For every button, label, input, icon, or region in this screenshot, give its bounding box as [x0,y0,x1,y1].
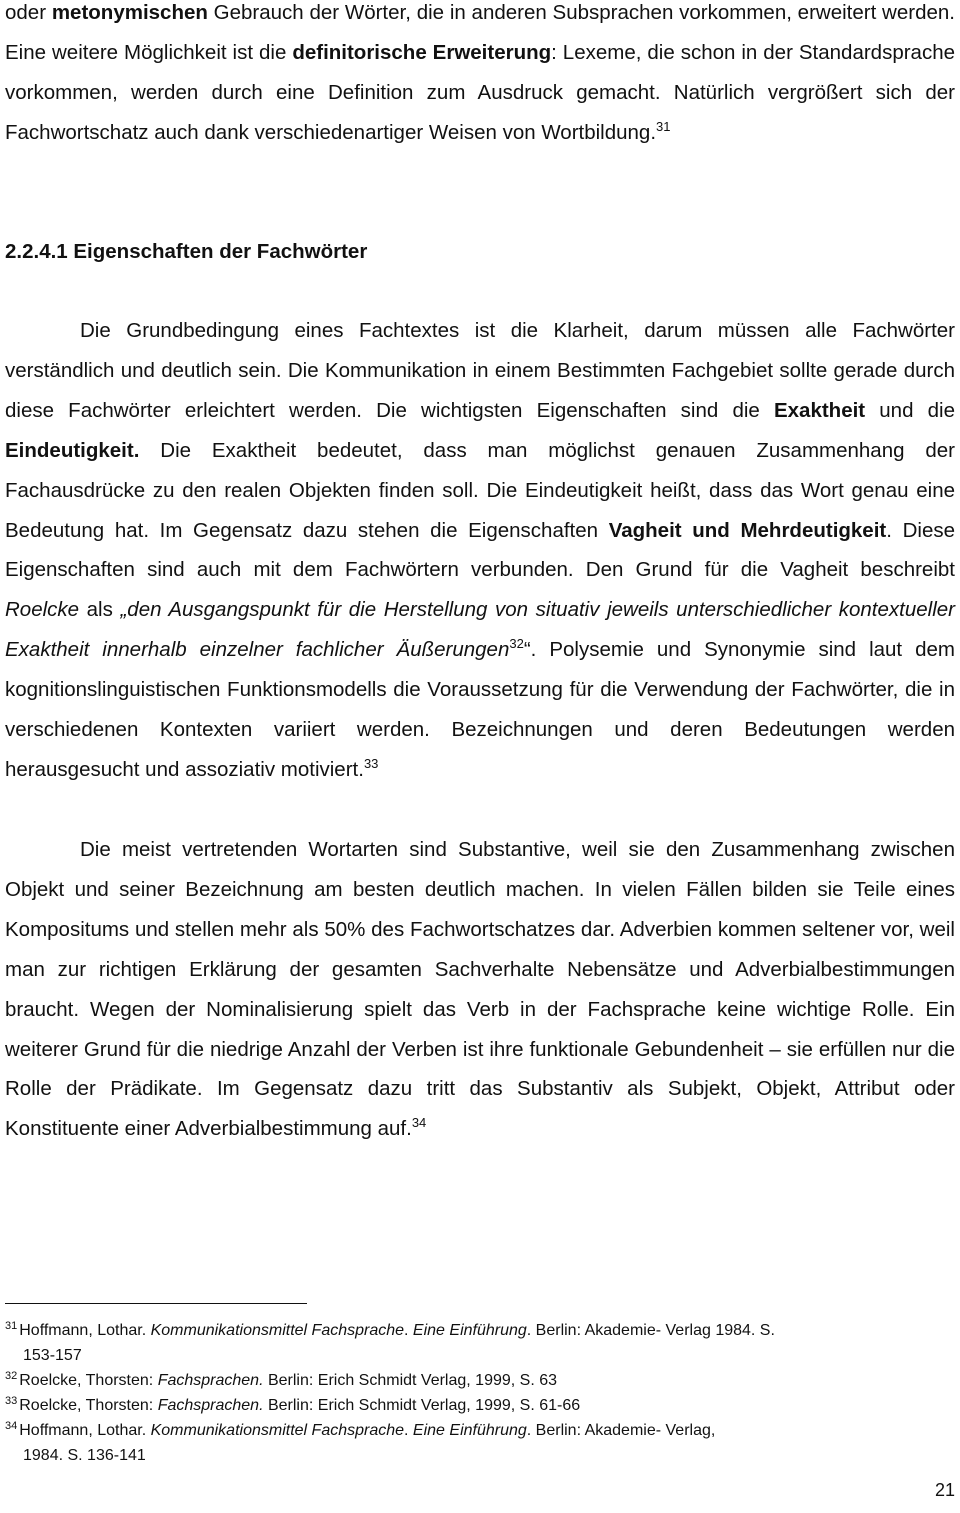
footnote-title: Kommunikationsmittel Fachsprache [150,1322,405,1339]
footnote-text: Roelcke, Thorsten: [19,1372,158,1389]
section-heading: 2.2.4.1 Eigenschaften der Fachwörter [5,240,368,263]
paragraph-2 [5,311,955,790]
text-run: . Diese Eigenschaften sind auch mit dem Fachwörtern verbunden. Den Grund für die Vagheit beschreibt [5,518,955,582]
bold-term-vagheit-mehrdeutigkeit: Vagheit und Mehrdeutigkeit [608,518,887,542]
footnote-text: . [404,1422,413,1439]
page-number: 21 [934,1480,955,1500]
footnote-text: Berlin: Erich Schmidt Verlag, 1999, S. 63 [263,1372,558,1389]
footnote-title: Fachsprachen. [157,1372,264,1389]
footnote-subtitle: Eine Einführung [412,1422,527,1439]
paragraph-3 [5,830,955,1149]
text-run: Die meist vertretenden Wortarten sind Substantive, weil sie den Zusammenhang zwischen Objekt und seiner Bezeichnung am besten deutlich machen. In vielen Fällen bilden sie Teile eines Kompositums und stellen mehr als 50% des Fachwortschatzes dar. Adverbien kommen seltener vor, weil man zur richtigen Erklärung der gesamten Sachverhalte Nebensätze und Adverbialbestimmungen braucht. Wegen der Nominalisierung spielt das Verb in der Fachsprache keine wichtige Rolle. Ein weiterer Grund für die niedrige Anzahl der Verben ist ihre funktionale Gebundenheit – sie erfüllen nur die Rolle der Prädikate. Im Gegensatz dazu tritt das Substantiv als Subjekt, Objekt, Attribut oder Konstituente einer Adverbialbestimmung auf. [5,838,955,1141]
text-run: Gebrauch der Wörter, die in anderen Subsprachen vorkommen, erweitert werden. Eine weitere Möglichkeit ist die [5,1,955,64]
text-run: als [79,598,121,622]
text-run: oder [5,1,52,24]
footnote-31 [5,1318,935,1368]
bold-term-eindeutigkeit: Eindeutigkeit. [5,438,140,462]
footnote-text: . Berlin: Akademie- Verlag, [526,1422,716,1439]
footnote-text: Berlin: Erich Schmidt Verlag, 1999, S. 61-66 [263,1397,581,1414]
footnote-text: Hoffmann, Lothar. [19,1422,151,1439]
text-run: “. Polysemie und Synonymie sind laut dem kognitionslinguistischen Funktionsmodells die Voraussetzung für die Verwendung der Fachwörter, die in verschiedenen Kontexten variiert werden. Bezeichnungen und deren Bedeutungen werden herausgesucht und assoziativ motiviert. [5,638,955,781]
footnote-text: Roelcke, Thorsten: [19,1397,158,1414]
footnote-text: . Berlin: Akademie- Verlag 1984. S. [526,1322,775,1339]
paragraph-1 [5,0,955,153]
text-run: Die Grundbedingung eines Fachtextes ist die Klarheit, darum müssen alle Fachwörter verständlich und deutlich sein. Die Kommunikation in einem Bestimmten Fachgebiet sollte gerade durch diese Fachwörter erleichtert werden. Die wichtigsten Eigenschaften sind die [5,319,955,422]
footnote-continuation: 1984. S. 136-141 [23,1447,146,1464]
footnote-number: 31 [5,1319,18,1332]
footnote-number: 32 [5,1369,18,1382]
footnote-text: Hoffmann, Lothar. [19,1322,151,1339]
text-run: Die Exaktheit bedeutet, dass man möglichst genauen Zusammenhang der Fachausdrücke zu den realen Objekten finden soll. Die Eindeutigkeit heißt, dass das Wort genau eine Bedeutung hat. Im Gegensatz dazu stehen die Eigenschaften [5,438,955,542]
footnote-32 [5,1368,935,1393]
footnote-subtitle: Eine Einführung [412,1322,527,1339]
bold-term-definitorische-erweiterung: definitorische Erweiterung [292,40,552,64]
footnote-continuation: 153-157 [23,1347,82,1364]
footnote-ref-31[interactable]: 31 [656,118,671,134]
footnote-number: 33 [5,1394,18,1407]
bold-term-exaktheit: Exaktheit [773,398,866,422]
footnote-divider [5,1303,307,1304]
footnote-33 [5,1393,935,1418]
footnote-title: Kommunikationsmittel Fachsprache [150,1422,405,1439]
footnote-ref-32[interactable]: 32 [509,636,524,652]
bold-term-metonymischen: metonymischen [51,1,208,24]
italic-author-roelcke: Roelcke [5,598,80,622]
footnote-number: 34 [5,1419,18,1432]
footnote-title: Fachsprachen. [157,1397,264,1414]
footnote-ref-33[interactable]: 33 [363,756,379,772]
footnote-34 [5,1418,935,1468]
footnote-text: . [404,1322,413,1339]
footnotes [5,1318,935,1468]
italic-quote: „den Ausgangspunkt für die Herstellung von situativ jeweils unterschiedlicher kontextueller Exaktheit innerhalb einzelner fachlicher Äußerungen [5,598,955,662]
footnote-ref-34[interactable]: 34 [411,1115,427,1131]
text-run: und die [865,398,956,422]
text-run: : Lexeme, die schon in der Standardsprache vorkommen, werden durch eine Definition zum Ausdruck gemacht. Natürlich vergrößert sich der Fachwortschatz auch dank verschiedenartiger Weisen von Wortbildung. [5,40,955,144]
